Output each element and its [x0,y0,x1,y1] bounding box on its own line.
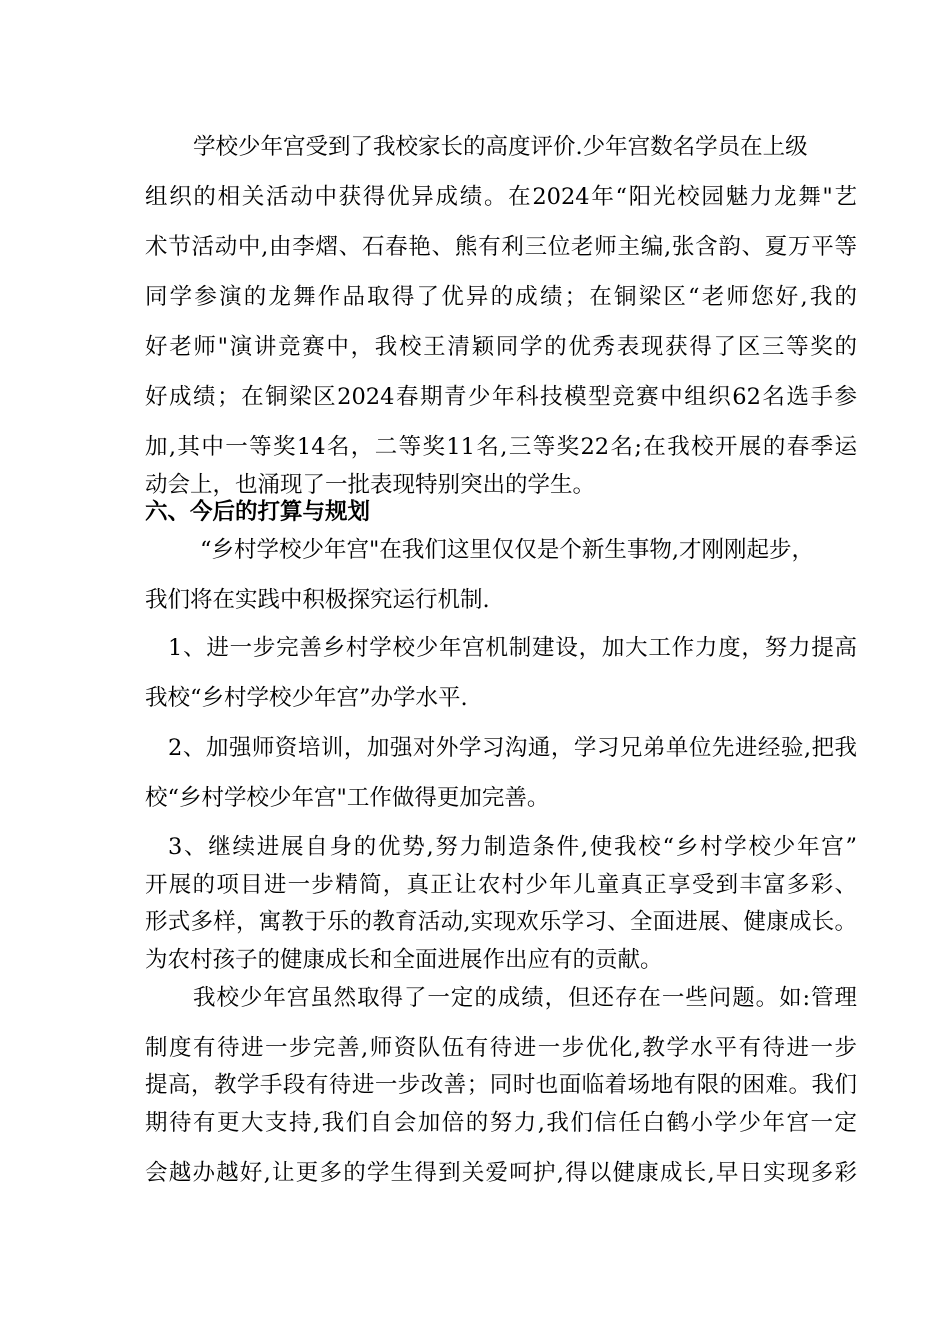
text-line: 我们将在实践中积极探究运行机制. [145,587,490,613]
text-line: “乡村学校少年宫"在我们这里仅仅是个新生事物,才刚刚起步， [200,537,815,563]
list-item-line: 我校“乡村学校少年宫”办学水平. [145,685,468,711]
list-item-line: 3、继续进展自身的优势,努力制造条件,使我校“乡村学校少年宫” [168,834,857,860]
text-line: 术节活动中,由李熠、石春艳、熊有利三位老师主编,张含韵、夏万平等 [145,234,857,260]
list-item-line: 为农村孩子的健康成长和全面进展作出应有的贡献。 [145,947,663,973]
text-line: 组织的相关活动中获得优异成绩。在2024年“阳光校园魅力龙舞"艺 [145,184,857,210]
text-line: 好成绩；在铜梁区2024春期青少年科技模型竞赛中组织62名选手参 [145,384,857,410]
text-line: 我校少年宫虽然取得了一定的成绩，但还存在一些问题。如:管理 [193,985,857,1011]
text-line: 同学参演的龙舞作品取得了优异的成绩；在铜梁区“老师您好,我的 [145,284,857,310]
list-item-line: 2、加强师资培训，加强对外学习沟通，学习兄弟单位先进经验,把我 [168,735,857,761]
text-line: 学校少年宫受到了我校家长的高度评价.少年宫数名学员在上级 [193,134,808,160]
list-item-line: 开展的项目进一步精简，真正让农村少年儿童真正享受到丰富多彩、 [145,872,857,898]
text-line: 好老师"演讲竞赛中，我校王清颖同学的优秀表现获得了区三等奖的 [145,334,857,360]
list-item-line: 1、进一步完善乡村学校少年宫机制建设，加大工作力度，努力提高 [168,635,857,661]
text-line: 会越办越好,让更多的学生得到关爱呵护,得以健康成长,早日实现多彩 [145,1160,857,1186]
text-line: 制度有待进一步完善,师资队伍有待进一步优化,教学水平有待进一步 [145,1035,857,1061]
text-line: 期待有更大支持,我们自会加倍的努力,我们信任白鹤小学少年宫一定 [145,1110,857,1136]
list-item-line: 校“乡村学校少年宫"工作做得更加完善。 [145,785,550,811]
text-line: 动会上，也涌现了一批表现特别突出的学生。 [145,472,596,498]
text-line: 提高，教学手段有待进一步改善；同时也面临着场地有限的困难。我们 [145,1072,857,1098]
list-item-line: 形式多样，寓教于乐的教育活动,实现欢乐学习、全面进展、健康成长。 [145,909,857,935]
text-line: 加,其中一等奖14名，二等奖11名,三等奖22名;在我校开展的春季运 [145,434,857,460]
section-heading: 六、今后的打算与规划 [145,499,371,525]
